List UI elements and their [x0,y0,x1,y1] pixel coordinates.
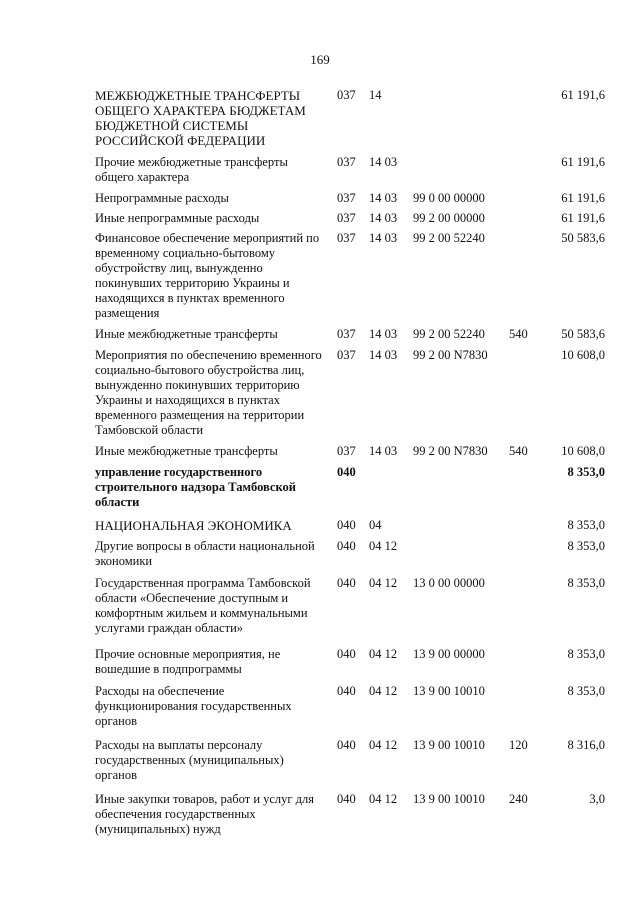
row-ved: 040 [337,518,356,532]
row-sum: 50 583,6 [561,231,605,245]
row-ved: 040 [337,792,356,806]
table-row [0,465,640,510]
row-tsr: 13 9 00 10010 [413,684,485,698]
row-name: Расходы на обеспечение функционирования государственных органов [95,684,292,728]
row-tsr: 99 2 00 52240 [413,327,485,341]
row-sum: 61 191,6 [561,155,605,169]
row-rz: 14 03 [369,444,398,458]
row-name: Иные закупки товаров, работ и услуг для обеспечения государственных (муниципальных) нужд [95,792,315,836]
table-row [0,539,640,569]
row-rz: 04 12 [369,576,398,590]
table-row [0,348,640,438]
row-sum: 8 353,0 [567,465,605,479]
row-name: Иные непрограммные расходы [95,211,260,225]
row-tsr: 13 9 00 00000 [413,647,485,661]
table-row [0,684,640,729]
row-ved: 037 [337,327,356,341]
row-ved: 040 [337,465,356,479]
row-ved: 037 [337,211,356,225]
row-sum: 8 353,0 [567,647,605,661]
row-sum: 10 608,0 [561,348,605,362]
row-tsr: 13 0 00 00000 [413,576,485,590]
row-tsr: 99 2 00 00000 [413,211,485,225]
row-sum: 61 191,6 [561,88,605,102]
row-rz: 14 03 [369,211,398,225]
row-name: Другие вопросы в области национальной экономики [95,539,315,568]
row-name: Иные межбюджетные трансферты [95,327,278,341]
row-tsr: 13 9 00 10010 [413,738,485,752]
row-tsr: 99 0 00 00000 [413,191,485,205]
table-row [0,88,640,148]
row-ved: 040 [337,576,356,590]
row-rz: 04 12 [369,684,398,698]
row-sum: 3,0 [589,792,605,806]
row-name: Финансовое обеспечение мероприятий по временному социально-бытовому обустройству лиц, вынужденно покинувших территорию Украины и находящихся в пунктах временного размещения [95,231,320,320]
row-rz: 04 12 [369,792,398,806]
row-rz: 14 03 [369,231,398,245]
row-ved: 040 [337,684,356,698]
row-rz: 04 12 [369,539,398,553]
table-row [0,576,640,636]
table-row [0,738,640,783]
row-tsr: 99 2 00 N7830 [413,444,488,458]
row-name: Прочие межбюджетные трансферты общего характера [95,155,288,184]
row-tsr: 99 2 00 52240 [413,231,485,245]
row-name: Прочие основные мероприятия, не вошедшие в подпрограммы [95,647,281,676]
table-row [0,647,640,677]
row-ved: 040 [337,738,356,752]
row-sum: 61 191,6 [561,191,605,205]
row-ved: 040 [337,539,356,553]
table-row [0,191,640,206]
row-rz: 04 12 [369,647,398,661]
row-ved: 040 [337,647,356,661]
table-row [0,327,640,342]
row-name: Государственная программа Тамбовской области «Обеспечение доступным и комфортным жильем и коммунальными услугами граждан области» [95,576,311,635]
row-ved: 037 [337,88,356,102]
row-sum: 8 353,0 [567,518,605,532]
page-number: 169 [310,52,330,67]
row-name: Мероприятия по обеспечению временного социально-бытового обустройства лиц, вынужденно покинувших территорию Украины и находящихся в пунктах временного размещения на территории Тамбовской области [95,348,322,437]
row-sum: 10 608,0 [561,444,605,458]
table-row [0,231,640,321]
row-sum: 8 353,0 [567,539,605,553]
row-vr: 120 [509,738,528,752]
row-name: НАЦИОНАЛЬНАЯ ЭКОНОМИКА [95,518,292,533]
row-name: Непрограммные расходы [95,191,229,205]
row-ved: 037 [337,191,356,205]
row-ved: 037 [337,231,356,245]
row-name: МЕЖБЮДЖЕТНЫЕ ТРАНСФЕРТЫ ОБЩЕГО ХАРАКТЕРА БЮДЖЕТАМ БЮДЖЕТНОЙ СИСТЕМЫ РОССИЙСКОЙ ФЕДЕРАЦИИ [95,88,306,148]
row-rz: 04 [369,518,382,532]
row-vr: 540 [509,327,528,341]
table-row [0,155,640,185]
row-rz: 04 12 [369,738,398,752]
table-row [0,792,640,837]
row-tsr: 99 2 00 N7830 [413,348,488,362]
table-row [0,211,640,226]
row-rz: 14 03 [369,191,398,205]
row-vr: 240 [509,792,528,806]
row-sum: 50 583,6 [561,327,605,341]
row-tsr: 13 9 00 10010 [413,792,485,806]
row-name: Расходы на выплаты персоналу государственных (муниципальных) органов [95,738,284,782]
row-rz: 14 [369,88,382,102]
row-ved: 037 [337,348,356,362]
row-vr: 540 [509,444,528,458]
row-name: Иные межбюджетные трансферты [95,444,278,458]
table-row [0,518,640,533]
budget-table [0,88,640,837]
row-rz: 14 03 [369,155,398,169]
row-ved: 037 [337,155,356,169]
row-rz: 14 03 [369,348,398,362]
row-sum: 8 353,0 [567,684,605,698]
row-ved: 037 [337,444,356,458]
row-sum: 61 191,6 [561,211,605,225]
row-rz: 14 03 [369,327,398,341]
row-sum: 8 353,0 [567,576,605,590]
table-row [0,444,640,459]
row-name: управление государственного строительного надзора Тамбовской области [95,465,296,509]
row-sum: 8 316,0 [567,738,605,752]
